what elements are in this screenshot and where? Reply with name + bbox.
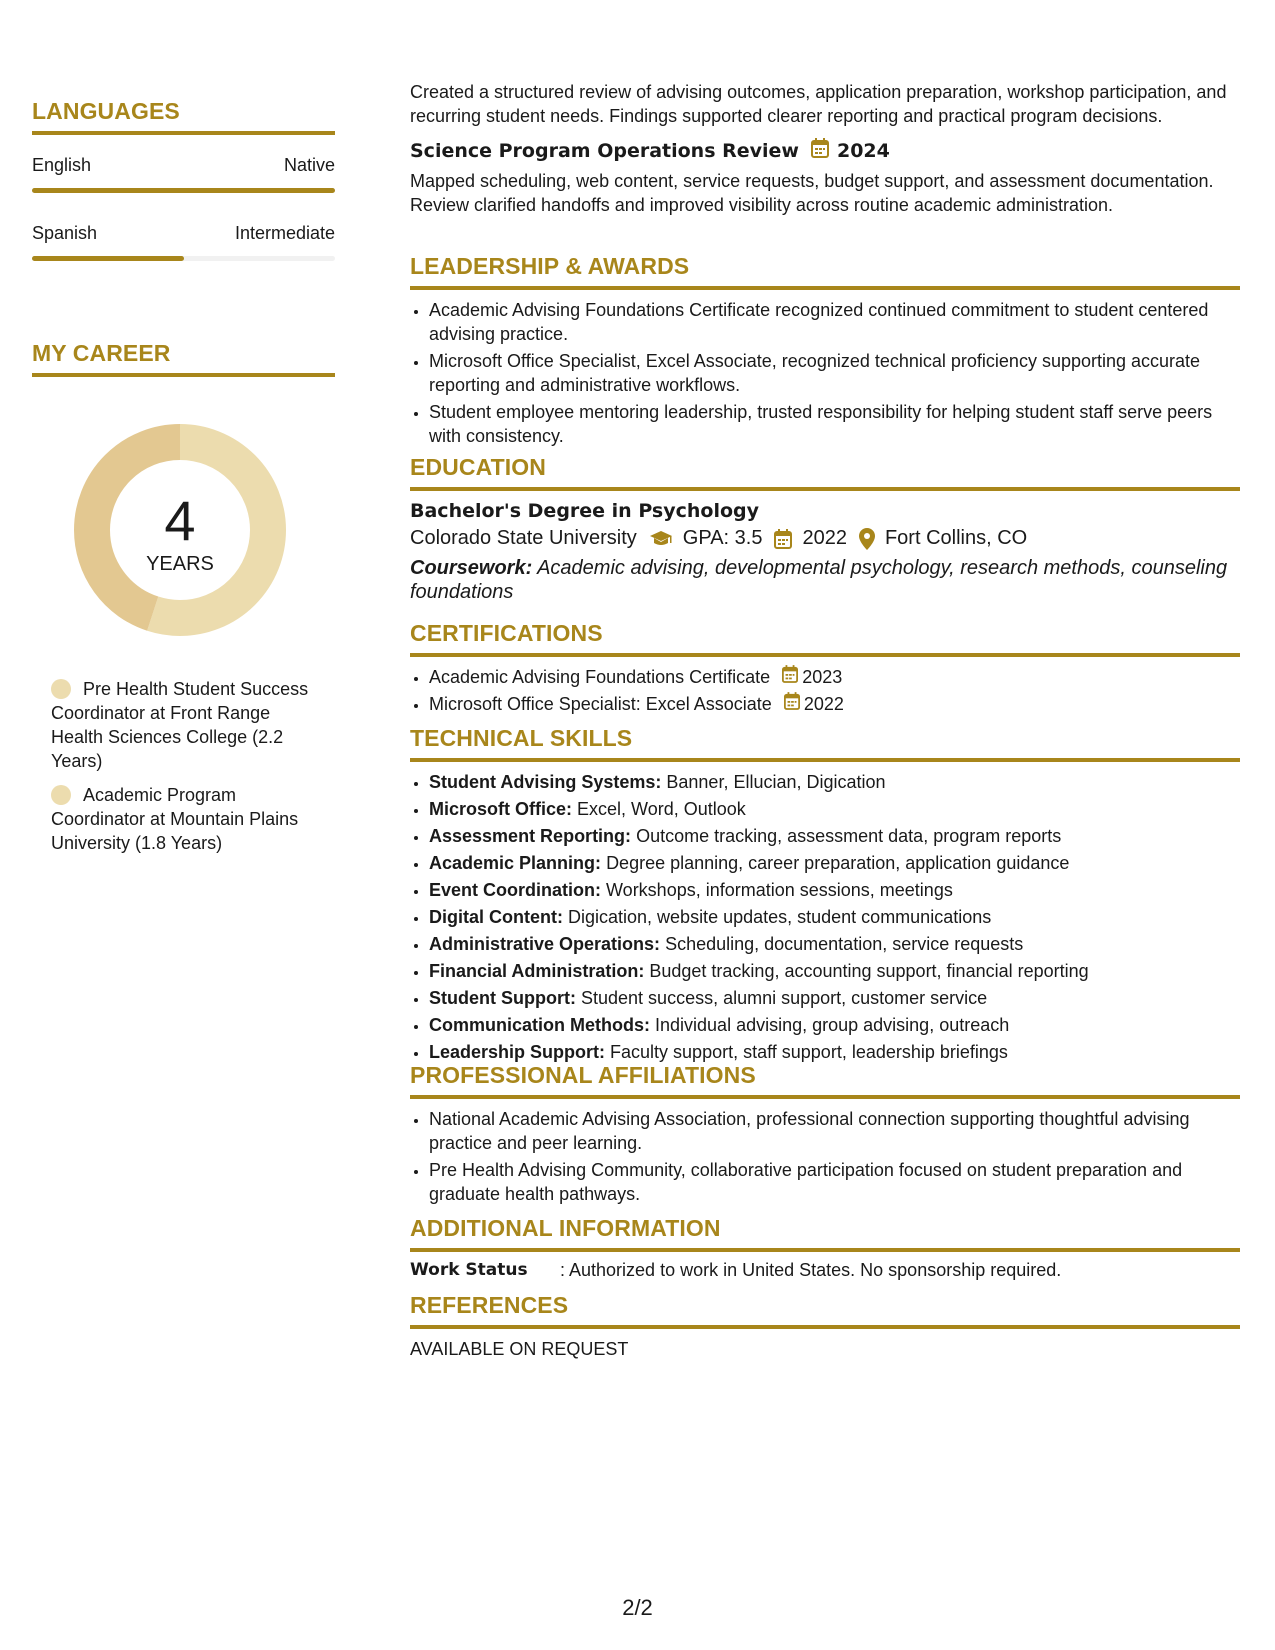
list-item bbox=[429, 692, 1240, 716]
language-level: Intermediate bbox=[234, 223, 335, 243]
calendar-icon bbox=[784, 692, 800, 716]
skill-value: Individual advising, group advising, outreach bbox=[655, 1015, 1010, 1035]
graduation-year: 2022 bbox=[802, 527, 847, 549]
skill-item bbox=[429, 824, 1240, 848]
certifications-heading: CERTIFICATIONS bbox=[410, 620, 1240, 657]
additional-info-section bbox=[410, 1215, 1240, 1281]
additional-heading: ADDITIONAL INFORMATION bbox=[410, 1215, 1240, 1252]
language-item bbox=[32, 223, 335, 261]
career-item-text: Pre Health Student Success Coordinator at Front Range Health Sciences College (2.2 Years) bbox=[51, 679, 309, 771]
language-name: English bbox=[32, 155, 92, 175]
skill-label: Digital Content: bbox=[429, 907, 563, 927]
skill-value: Scheduling, documentation, service requests bbox=[665, 934, 1024, 954]
skill-label: Communication Methods: bbox=[429, 1015, 650, 1035]
career-years-number: 4 bbox=[164, 489, 196, 552]
career-donut-chart bbox=[67, 417, 293, 643]
graduation-cap-icon bbox=[649, 530, 673, 548]
career-legend-item bbox=[51, 783, 321, 855]
skill-value: Student success, alumni support, customer service bbox=[581, 988, 988, 1008]
skill-label: Financial Administration: bbox=[429, 961, 645, 981]
cert-name: • Microsoft Office Specialist: Excel Associate bbox=[429, 694, 772, 714]
skill-value: Degree planning, career preparation, application guidance bbox=[606, 853, 1070, 873]
skill-label: Administrative Operations: bbox=[429, 934, 661, 954]
map-pin-icon bbox=[859, 528, 875, 550]
skill-value: Outcome tracking, assessment data, program reports bbox=[636, 826, 1062, 846]
list-item: • Academic Advising Foundations Certificate recognized continued commitment to student centered advising practice. bbox=[429, 298, 1240, 346]
list-item: • Pre Health Advising Community, collaborative participation focused on student preparation and graduate health pathways. bbox=[429, 1158, 1240, 1206]
skill-value: Digication, website updates, student communications bbox=[568, 907, 992, 927]
career-legend bbox=[32, 677, 335, 855]
calendar-icon bbox=[774, 529, 792, 549]
skills-list bbox=[410, 770, 1240, 1064]
work-status-label: Work Status bbox=[410, 1260, 528, 1280]
project-year: 2024 bbox=[836, 139, 890, 162]
language-bar bbox=[32, 256, 335, 261]
project-description: Mapped scheduling, web content, service requests, budget support, and assessment documentation. Review clarified handoffs and improved visibility across routine academic administration. bbox=[410, 171, 1214, 215]
skill-item bbox=[429, 878, 1240, 902]
legend-dot bbox=[51, 679, 71, 699]
references-heading: REFERENCES bbox=[410, 1292, 1240, 1329]
language-bar-fill bbox=[32, 188, 335, 193]
skill-label: Assessment Reporting: bbox=[429, 826, 632, 846]
cert-year: 2022 bbox=[803, 694, 844, 714]
project-block bbox=[410, 138, 1240, 217]
skill-item bbox=[429, 959, 1240, 983]
references-section bbox=[410, 1292, 1240, 1360]
work-status-value: : Authorized to work in United States. No sponsorship required. bbox=[560, 1260, 1062, 1280]
project-title: Science Program Operations Review bbox=[410, 139, 799, 162]
education-section bbox=[410, 454, 1240, 604]
school-name: Colorado State University bbox=[410, 527, 637, 549]
work-status-row bbox=[410, 1260, 1240, 1281]
skill-label: Academic Planning: bbox=[429, 853, 602, 873]
skill-label: Event Coordination: bbox=[429, 880, 601, 900]
leadership-section bbox=[410, 253, 1240, 451]
skill-item bbox=[429, 905, 1240, 929]
language-bar bbox=[32, 188, 335, 193]
languages-section bbox=[32, 98, 335, 261]
cert-name: • Academic Advising Foundations Certificate bbox=[429, 667, 771, 687]
coursework bbox=[410, 556, 1240, 604]
career-section bbox=[32, 340, 335, 855]
skill-item bbox=[429, 986, 1240, 1010]
language-item bbox=[32, 155, 335, 193]
list-item bbox=[429, 665, 1240, 689]
affiliations-section bbox=[410, 1062, 1240, 1209]
language-level: Native bbox=[283, 155, 335, 175]
cert-year: 2023 bbox=[802, 667, 843, 687]
skill-value: Faculty support, staff support, leadership briefings bbox=[610, 1042, 1008, 1062]
career-years-label: YEARS bbox=[146, 553, 214, 575]
school-location: Fort Collins, CO bbox=[884, 527, 1028, 549]
career-heading: MY CAREER bbox=[32, 340, 335, 377]
calendar-icon bbox=[782, 665, 798, 689]
certifications-section bbox=[410, 620, 1240, 719]
career-legend-item bbox=[51, 677, 321, 773]
list-item: • Student employee mentoring leadership, trusted responsibility for helping student staff serve peers with consistency. bbox=[429, 400, 1240, 448]
technical-skills-section bbox=[410, 725, 1240, 1067]
skill-item bbox=[429, 1040, 1240, 1064]
language-name: Spanish bbox=[32, 223, 98, 243]
list-item: • Microsoft Office Specialist, Excel Associate, recognized technical proficiency supporting accurate reporting and administrative workflows. bbox=[429, 349, 1240, 397]
skill-value: Banner, Ellucian, Digication bbox=[666, 772, 886, 792]
affiliations-heading: PROFESSIONAL AFFILIATIONS bbox=[410, 1062, 1240, 1099]
list-item: • National Academic Advising Association, professional connection supporting thoughtful advising practice and peer learning. bbox=[429, 1107, 1240, 1155]
skill-item bbox=[429, 851, 1240, 875]
skill-label: Student Advising Systems: bbox=[429, 772, 662, 792]
skill-value: Budget tracking, accounting support, financial reporting bbox=[649, 961, 1089, 981]
skill-item bbox=[429, 1013, 1240, 1037]
skill-item bbox=[429, 932, 1240, 956]
legend-dot bbox=[51, 785, 71, 805]
gpa: GPA: 3.5 bbox=[682, 527, 763, 549]
skill-item bbox=[429, 770, 1240, 794]
coursework-text: Academic advising, developmental psychology, research methods, counseling foundations bbox=[410, 557, 1228, 603]
skill-label: Student Support: bbox=[429, 988, 576, 1008]
language-bar-fill bbox=[32, 256, 184, 261]
education-heading: EDUCATION bbox=[410, 454, 1240, 491]
skill-value: Workshops, information sessions, meetings bbox=[606, 880, 953, 900]
references-text: AVAILABLE ON REQUEST bbox=[410, 1339, 629, 1359]
skills-heading: TECHNICAL SKILLS bbox=[410, 725, 1240, 762]
skill-label: Leadership Support: bbox=[429, 1042, 606, 1062]
degree-title: Bachelor's Degree in Psychology bbox=[410, 500, 760, 522]
calendar-icon bbox=[811, 138, 829, 163]
page-number: 2/2 bbox=[622, 1595, 653, 1620]
intro-paragraph: Created a structured review of advising outcomes, application preparation, workshop participation, and recurring student needs. Findings supported clearer reporting and practical program decisions. bbox=[410, 82, 1227, 126]
skill-label: Microsoft Office: bbox=[429, 799, 573, 819]
leadership-heading: LEADERSHIP & AWARDS bbox=[410, 253, 1240, 290]
skill-item bbox=[429, 797, 1240, 821]
coursework-label: Coursework: bbox=[410, 557, 533, 579]
career-item-text: Academic Program Coordinator at Mountain Plains University (1.8 Years) bbox=[51, 785, 299, 853]
languages-heading: LANGUAGES bbox=[32, 98, 335, 135]
skill-value: Excel, Word, Outlook bbox=[577, 799, 746, 819]
